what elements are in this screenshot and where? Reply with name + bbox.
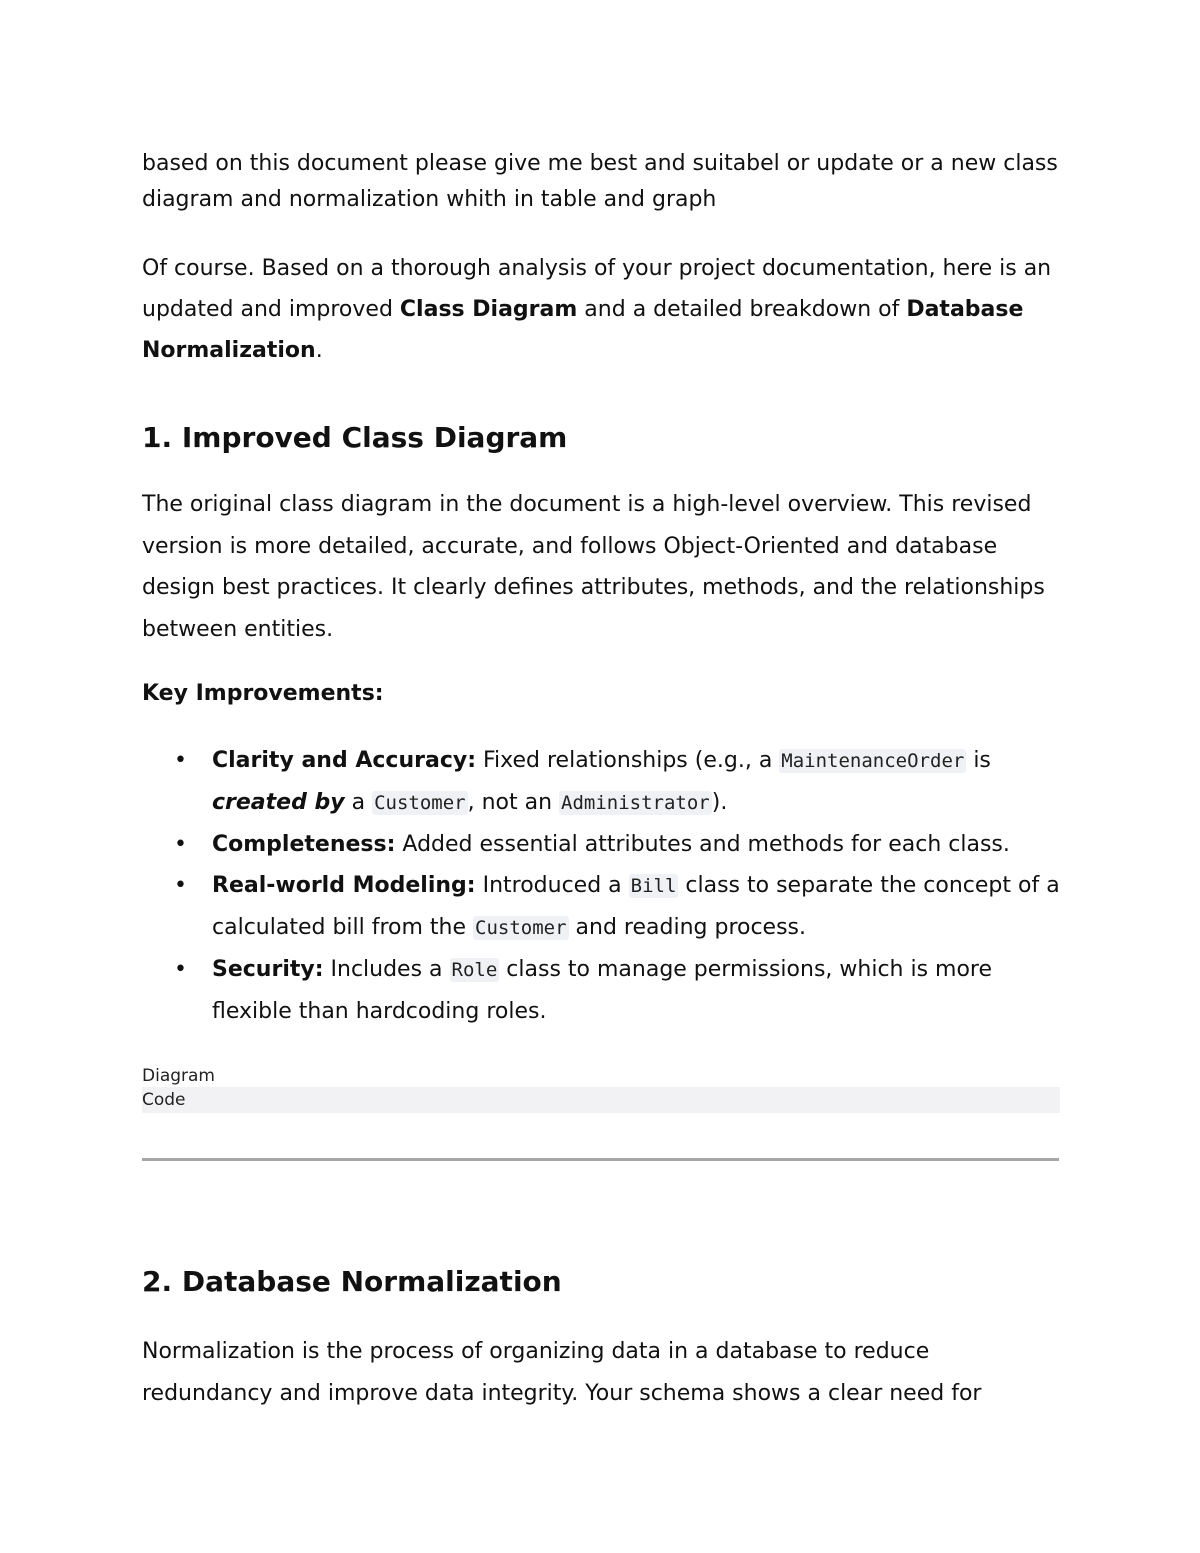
intro-text-2: and a detailed breakdown of — [577, 297, 907, 322]
section1-paragraph: The original class diagram in the document is a high-level overview. This revised version is more detailed, accurate, and follows Object-Oriented and database design best practices. It clearly defines attributes, methods, and the relationships between entities. — [142, 492, 1045, 642]
item-label: Real-world Modeling: — [212, 873, 476, 898]
item-text: Fixed relationships (e.g., a — [476, 748, 780, 773]
item-text: Introduced a — [475, 873, 629, 898]
key-improvements-heading: Key Improvements: — [142, 681, 384, 706]
intro-text-1: Of course. Based on a thorough analysis of your project documentation, here is an updated and improved — [142, 256, 1052, 322]
intro-text-3: . — [315, 338, 323, 363]
horizontal-rule — [142, 1158, 1059, 1161]
bullet-glyph: • — [174, 748, 187, 773]
inline-code: Administrator — [561, 792, 710, 814]
bullet-glyph: • — [174, 873, 187, 898]
section2-paragraph: Normalization is the process of organizing data in a database to reduce redundancy and improve data integrity. Your schema shows a clear need for — [142, 1339, 982, 1406]
diagram-tab[interactable]: Diagram — [142, 1066, 215, 1086]
inline-code: Customer — [475, 917, 567, 939]
item-text: Includes a — [323, 957, 450, 982]
item-text: class to separate the concept of a calculated bill from the — [212, 873, 1060, 940]
bullet-glyph: • — [174, 957, 187, 982]
inline-code: MaintenanceOrder — [781, 750, 965, 772]
inline-code: Customer — [374, 792, 466, 814]
intro-bold-normalization: Database Normalization — [142, 297, 1024, 363]
item-text: Added essential attributes and methods for each class. — [395, 832, 1010, 857]
inline-code: Role — [451, 959, 498, 981]
item-text: , not an — [467, 790, 560, 815]
intro-bold-class-diagram: Class Diagram — [399, 297, 578, 322]
list-item — [142, 865, 1060, 949]
code-tab[interactable]: Code — [142, 1087, 1060, 1113]
item-label: Security: — [212, 957, 324, 982]
answer-intro — [142, 248, 1060, 371]
bullet-glyph: • — [174, 832, 187, 857]
item-text: a — [344, 790, 373, 815]
inline-code: Bill — [630, 875, 677, 897]
improvements-list — [142, 740, 1060, 1032]
list-item — [142, 824, 1060, 865]
item-label: Completeness: — [212, 832, 396, 857]
item-emphasis: created by — [212, 790, 345, 815]
list-item — [142, 740, 1060, 824]
item-label: Clarity and Accuracy: — [212, 748, 476, 773]
item-text: ). — [711, 790, 728, 815]
section2-heading: 2. Database Normalization — [142, 1265, 562, 1298]
item-text: and reading process. — [568, 915, 807, 940]
list-item — [142, 949, 1060, 1032]
user-question: based on this document please give me best and suitabel or update or a new class diagram and normalization whith in table and graph — [142, 151, 1058, 212]
item-text: class to manage permissions, which is more flexible than hardcoding roles. — [212, 957, 993, 1024]
item-text: is — [966, 748, 991, 773]
section1-heading: 1. Improved Class Diagram — [142, 421, 568, 454]
